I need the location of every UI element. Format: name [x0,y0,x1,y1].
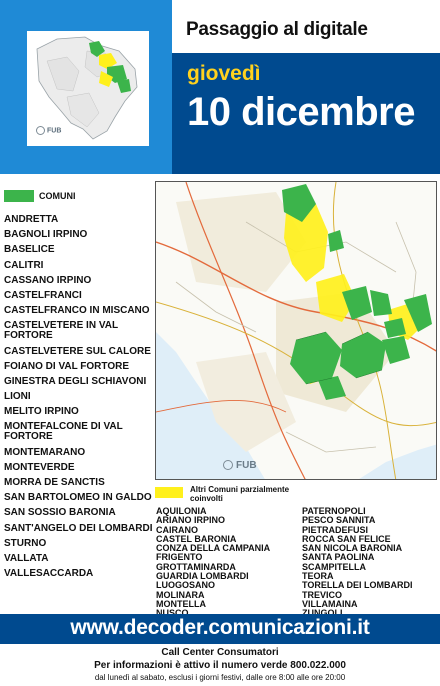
list-item: CAIRANO [156,524,198,535]
fub-logo-small [36,126,61,135]
list-item: TREVICO [302,589,343,600]
region-map-graphic [156,182,437,480]
list-item: TORELLA DEI LOMBARDI [302,580,413,591]
list-item: GROTTAMINARDA [156,561,236,572]
list-item: SCAMPITELLA [302,561,366,572]
list-item: LIONI [4,391,31,403]
comuni-legend-swatch [4,190,34,202]
partial-comuni-col-2 [302,507,413,619]
partial-legend-swatch [155,487,183,498]
list-item: CASTEL BARONIA [156,533,237,544]
partial-comuni-col-1 [156,507,270,619]
fub-logo-text: FUB [236,460,257,471]
fub-logo-icon [223,460,233,470]
list-item: CALITRI [4,259,44,271]
list-item: AQUILONIA [156,506,207,516]
fub-logo-icon [36,126,45,135]
list-item: MELITO IRPINO [4,406,79,418]
list-item: LUOGOSANO [156,580,216,591]
list-item: MONTELLA [156,598,206,609]
list-item: SAN BARTOLOMEO IN GALDO [4,492,152,504]
list-item: TEORA [302,571,334,582]
list-item: CONZA DELLA CAMPANIA [156,543,271,554]
list-item: ROCCA SAN FELICE [302,533,391,544]
website-link[interactable]: www.decoder.comunicazioni.it [70,616,370,639]
list-item: GUARDIA LOMBARDI [156,571,249,582]
list-item: FOIANO DI VAL FORTORE [4,360,130,372]
list-item: FRIGENTO [156,552,203,563]
date-label: 10 dicembre [187,90,415,134]
list-item: PESCO SANNITA [302,515,376,526]
list-item: SANTA PAOLINA [302,552,375,563]
call-center-heading: Call Center Consumatori [161,647,279,658]
list-item: BASELICE [4,244,55,256]
list-item: MORRA DE SANCTIS [4,477,105,488]
list-item: STURNO [4,537,47,549]
list-item: CASTELFRANCI [4,289,82,301]
comuni-list [4,215,154,584]
list-item: GINESTRA DEGLI SCHIAVONI [4,375,147,387]
list-item: BAGNOLI IRPINO [4,229,88,241]
page-title: Passaggio al digitale [186,19,368,40]
list-item: VALLESACCARDA [4,568,94,580]
list-item: SAN SOSSIO BARONIA [4,507,116,519]
partial-legend-label: Altri Comuni parzialmente coinvolti [190,485,290,503]
list-item: ANDRETTA [4,214,59,225]
region-map [155,181,437,480]
list-item: ARIANO IRPINO [156,515,226,526]
list-item: MONTEVERDE [4,461,75,473]
list-item: SANT'ANGELO DEI LOMBARDI [4,522,153,534]
fub-logo-map [223,460,257,471]
list-item: CASTELFRANCO IN MISCANO [4,305,150,317]
list-item: CASTELVETERE SUL CALORE [4,345,151,357]
list-item: VILLAMAINA [302,598,358,609]
toll-free-info: Per informazioni è attivo il numero verde 800.022.000 [94,660,346,671]
comuni-legend-label: COMUNI [39,191,76,201]
list-item: CASTELVETERE IN VAL FORTORE [4,320,118,342]
list-item: MONTEFALCONE DI VAL FORTORE [4,421,123,443]
list-item: PIETRADEFUSI [302,524,369,535]
list-item: PATERNOPOLI [302,506,366,516]
list-item: VALLATA [4,552,49,564]
list-item: SAN NICOLA BARONIA [302,543,403,554]
list-item: CASSANO IRPINO [4,274,92,286]
list-item: MONTEMARANO [4,446,86,458]
weekday-label: giovedì [187,62,261,85]
opening-hours: dal lunedì al sabato, esclusi i giorni festivi, dalle ore 8:00 alle ore 20:00 [94,673,346,682]
list-item: MOLINARA [156,589,205,600]
fub-logo-text: FUB [47,127,62,135]
